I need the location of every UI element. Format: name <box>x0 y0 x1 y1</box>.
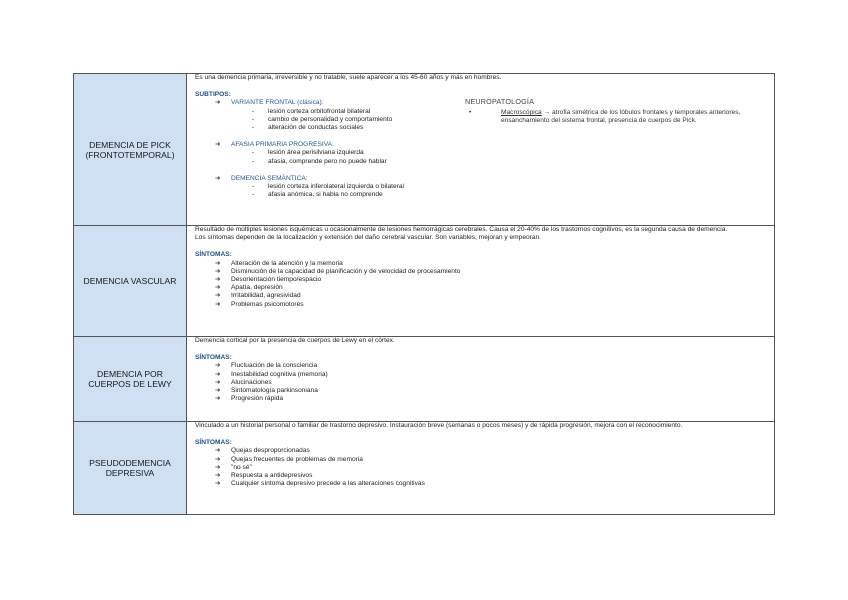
list-item: ➔ Problemas psicomotores <box>215 300 304 308</box>
dementia-table <box>73 73 775 515</box>
row-content <box>187 422 775 515</box>
intro-text: Los síntomas dependen de la localización y extensión del daño cerebral vascular. Son variables, mejoran y empeoran. <box>195 234 542 242</box>
section-heading: SUBTIPOS: <box>195 91 231 99</box>
section-heading: SÍNTOMAS: <box>195 354 232 362</box>
list-item: - lesión corteza orbitofrontal bilateral <box>252 107 371 115</box>
list-item: ➔ Disminución de la capacidad de planificación y de velocidad de procesamiento <box>215 267 461 275</box>
section-heading: NEUROPATOLOGÍA <box>465 97 535 106</box>
list-item: - cambio de personalidad y comportamiento <box>252 115 393 123</box>
list-item: ➔ Desorientación tiempo/espacio <box>215 276 322 284</box>
row-label: PSEUDODEMENCIA DEPRESIVA <box>74 422 187 515</box>
list-item: ➔ Quejas desproporcionadas <box>215 447 310 455</box>
list-item: ➔ Alucinaciones <box>215 378 272 386</box>
table-row <box>74 74 775 226</box>
intro-text: Demencia cortical por la presencia de cuerpos de Lewy en el córtex. <box>195 337 395 344</box>
list-item: ➔ DEMENCIA SEMÁNTICA: <box>215 174 308 182</box>
list-item: - afasia, comprende pero no puede hablar <box>252 157 387 165</box>
list-item: ➔ Fluctuación de la consciencia <box>215 362 318 370</box>
intro-text: Es una demencia primaria, irreversible y no tratable, suele aparecer a los 45-60 años y más en hombres. <box>195 74 502 81</box>
list-item: ➔ Progresión rápida <box>215 395 284 403</box>
row-content <box>187 226 775 337</box>
section-heading: SÍNTOMAS: <box>195 439 232 447</box>
section-heading: SÍNTOMAS: <box>195 251 232 259</box>
list-item: ➔ Cualquier síntoma depresivo precede a las alteraciones cognitivas <box>215 480 425 488</box>
row-content <box>187 337 775 422</box>
list-item: - afasia anómica, si habla no comprende <box>252 191 383 199</box>
list-item: ➔ Quejas frecuentes de problemas de memoria <box>215 455 363 463</box>
intro-text: Resultado de múltiples lesiones isquémicas u ocasionalmente de lesiones hemorrágicas cerebrales. Causa el 20-40% de los trastornos cognitivos, es la segunda causa de demencia. <box>195 226 728 233</box>
list-item: ➔ Irritabilidad, agresividad <box>215 292 301 300</box>
table-row <box>74 422 775 515</box>
list-item: ➔ Apatía, depresión <box>215 284 283 292</box>
list-item: ➔ Sintomatología parkinsoniana <box>215 387 318 395</box>
table-row <box>74 226 775 337</box>
row-label: DEMENCIA DE PICK (FRONTOTEMPORAL) <box>74 74 187 226</box>
list-item: - lesión área perisilviana izquierda <box>252 149 364 157</box>
neuropathology-block <box>465 98 765 126</box>
table-row <box>74 337 775 422</box>
row-label: DEMENCIA VASCULAR <box>74 226 187 337</box>
list-item: ➔ "no sé" <box>215 463 252 471</box>
intro-text: Vinculado a un historial personal o familiar de trastorno depresivo. Instauración breve (semanas o pocos meses) y de rápida progresión, mejora con el reconocimiento. <box>195 422 683 429</box>
list-item: ➔ Alteración de la atención y la memoria <box>215 259 343 267</box>
list-item: - lesión corteza inferolateral izquierda o bilateral <box>252 183 404 191</box>
list-item: - alteración de conductas sociales <box>252 124 364 132</box>
list-item: ➔ Inestabilidad cognitiva (memoria) <box>215 370 328 378</box>
row-content <box>187 74 775 226</box>
list-item: ➔ AFASIA PRIMARIA PROGRESIVA: <box>215 141 334 149</box>
list-item: ➔ VARIANTE FRONTAL (clásica): <box>215 99 324 107</box>
row-label: DEMENCIA POR CUERPOS DE LEWY <box>74 337 187 422</box>
list-item: • Macroscópica → atrofia simétrica de los lóbulos frontales y temporales anteriores, ensanchamiento del sistema frontal, presencia de cuerpos de Pick. <box>469 109 741 125</box>
list-item: ➔ Respuesta a antidepresivos <box>215 472 313 480</box>
